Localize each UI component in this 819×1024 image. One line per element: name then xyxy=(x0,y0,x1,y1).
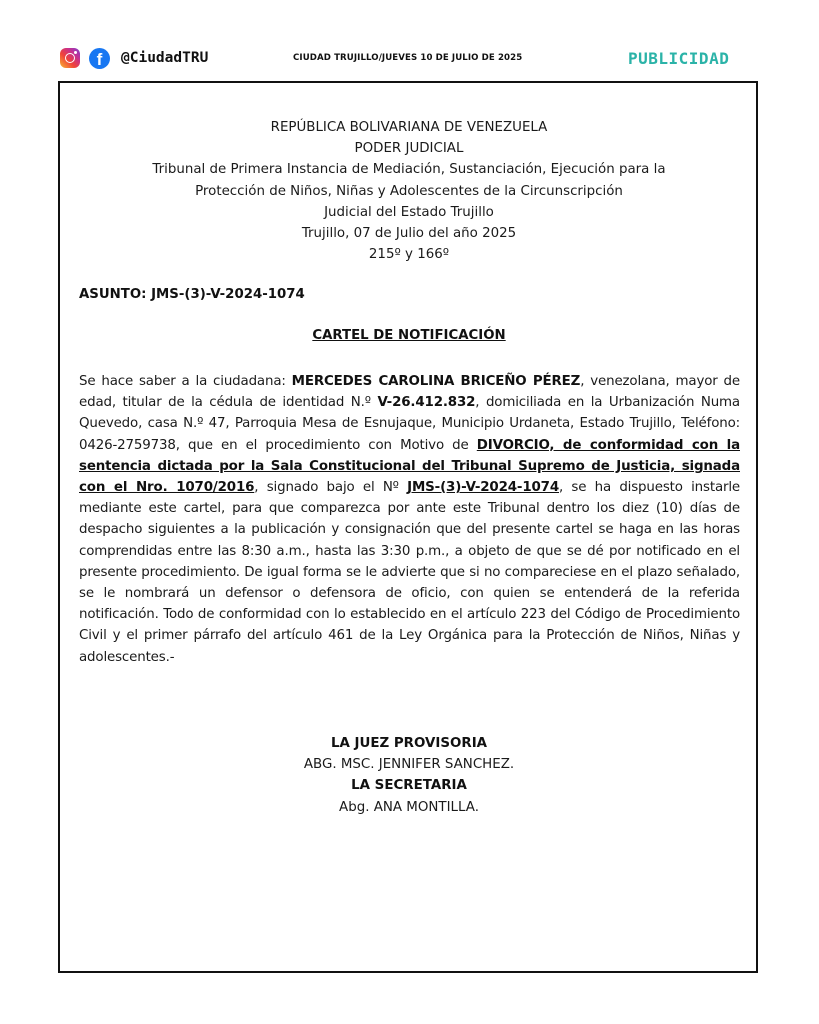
case-subject: ASUNTO: JMS-(3)-V-2024-1074 xyxy=(79,287,305,302)
body-text: , signado bajo el Nº xyxy=(254,480,408,496)
header-line: Protección de Niños, Niñas y Adolescentes de la Circunscripción xyxy=(195,183,623,199)
header-line: REPÚBLICA BOLIVARIANA DE VENEZUELA xyxy=(270,120,548,135)
section-label: PUBLICIDAD xyxy=(628,49,730,68)
body-text: , venezolana, mayor de edad, titular de la cédula de identidad N.º xyxy=(79,374,740,411)
instagram-flash xyxy=(74,51,77,54)
body-text: , se ha dispuesto instarle mediante este cartel, para que comparezca por ante este Tribunal dentro los diez (10) días de despacho siguientes a la publicación y consignación que del presente cartel se haga en las horas comprendidas entre las 8:30 a.m., hasta las 3:30 p.m., a objeto de que se dé por notificado en el presente procedimiento. De igual forma se le advierte que si no compareciese en el plazo señalado, se le nombrará un defensor o defensora de oficio, con quien se entenderá de la referida notificación. Todo de conformidad con lo establecido en el artículo 223 del Código de Procedimiento Civil y el primer párrafo del artículo 461 de la Ley Orgánica para la Protección de Niños, Niñas y adolescentes.- xyxy=(79,480,741,665)
header-line: 215º y 166º xyxy=(368,247,450,263)
header-line: Trujillo, 07 de Julio del año 2025 xyxy=(301,226,517,242)
notice-body xyxy=(79,371,740,668)
newspaper-dateline: CIUDAD TRUJILLO/JUEVES 10 DE JULIO DE 2025 xyxy=(293,53,523,63)
signature-block xyxy=(60,733,758,818)
facebook-icon[interactable]: f xyxy=(89,48,110,69)
instagram-icon[interactable] xyxy=(60,48,80,68)
citizen-name: MERCEDES CAROLINA BRICEÑO PÉREZ xyxy=(291,374,581,389)
header-line: PODER JUDICIAL xyxy=(354,141,464,157)
secretary-name: Abg. ANA MONTILLA. xyxy=(339,799,479,815)
court-header xyxy=(60,117,758,265)
body-text: Se hace saber a la ciudadana: xyxy=(79,374,292,389)
judge-title: LA JUEZ PROVISORIA xyxy=(330,736,488,751)
notice-title xyxy=(60,328,758,343)
secretary-title: LA SECRETARIA xyxy=(351,778,467,794)
id-number: V-26.412.832 xyxy=(377,395,476,411)
judge-name: ABG. MSC. JENNIFER SANCHEZ. xyxy=(303,757,515,773)
page-header xyxy=(0,0,819,82)
case-motive: DIVORCIO, de conformidad con la sentencia dictada por la Sala Constitucional del Tribunal Supremo de Justicia, signada con el Nro. 1070/2016 xyxy=(79,437,740,496)
social-handle[interactable]: @CiudadTRU xyxy=(121,50,209,66)
header-line: Tribunal de Primera Instancia de Mediación, Sustanciación, Ejecución para la xyxy=(152,162,666,178)
notice-title-text: CARTEL DE NOTIFICACIÓN xyxy=(312,328,506,343)
instagram-lens xyxy=(65,53,75,63)
body-text: , domiciliada en la Urbanización Numa Quevedo, casa N.º 47, Parroquia Mesa de Esnujaque, Municipio Urdaneta, Estado Trujillo, Teléfono: 0426-2759738, que en el procedimiento con Motivo de xyxy=(79,395,740,453)
header-line: Judicial del Estado Trujillo xyxy=(324,204,494,220)
case-number: JMS-(3)-V-2024-1074 xyxy=(407,480,559,496)
